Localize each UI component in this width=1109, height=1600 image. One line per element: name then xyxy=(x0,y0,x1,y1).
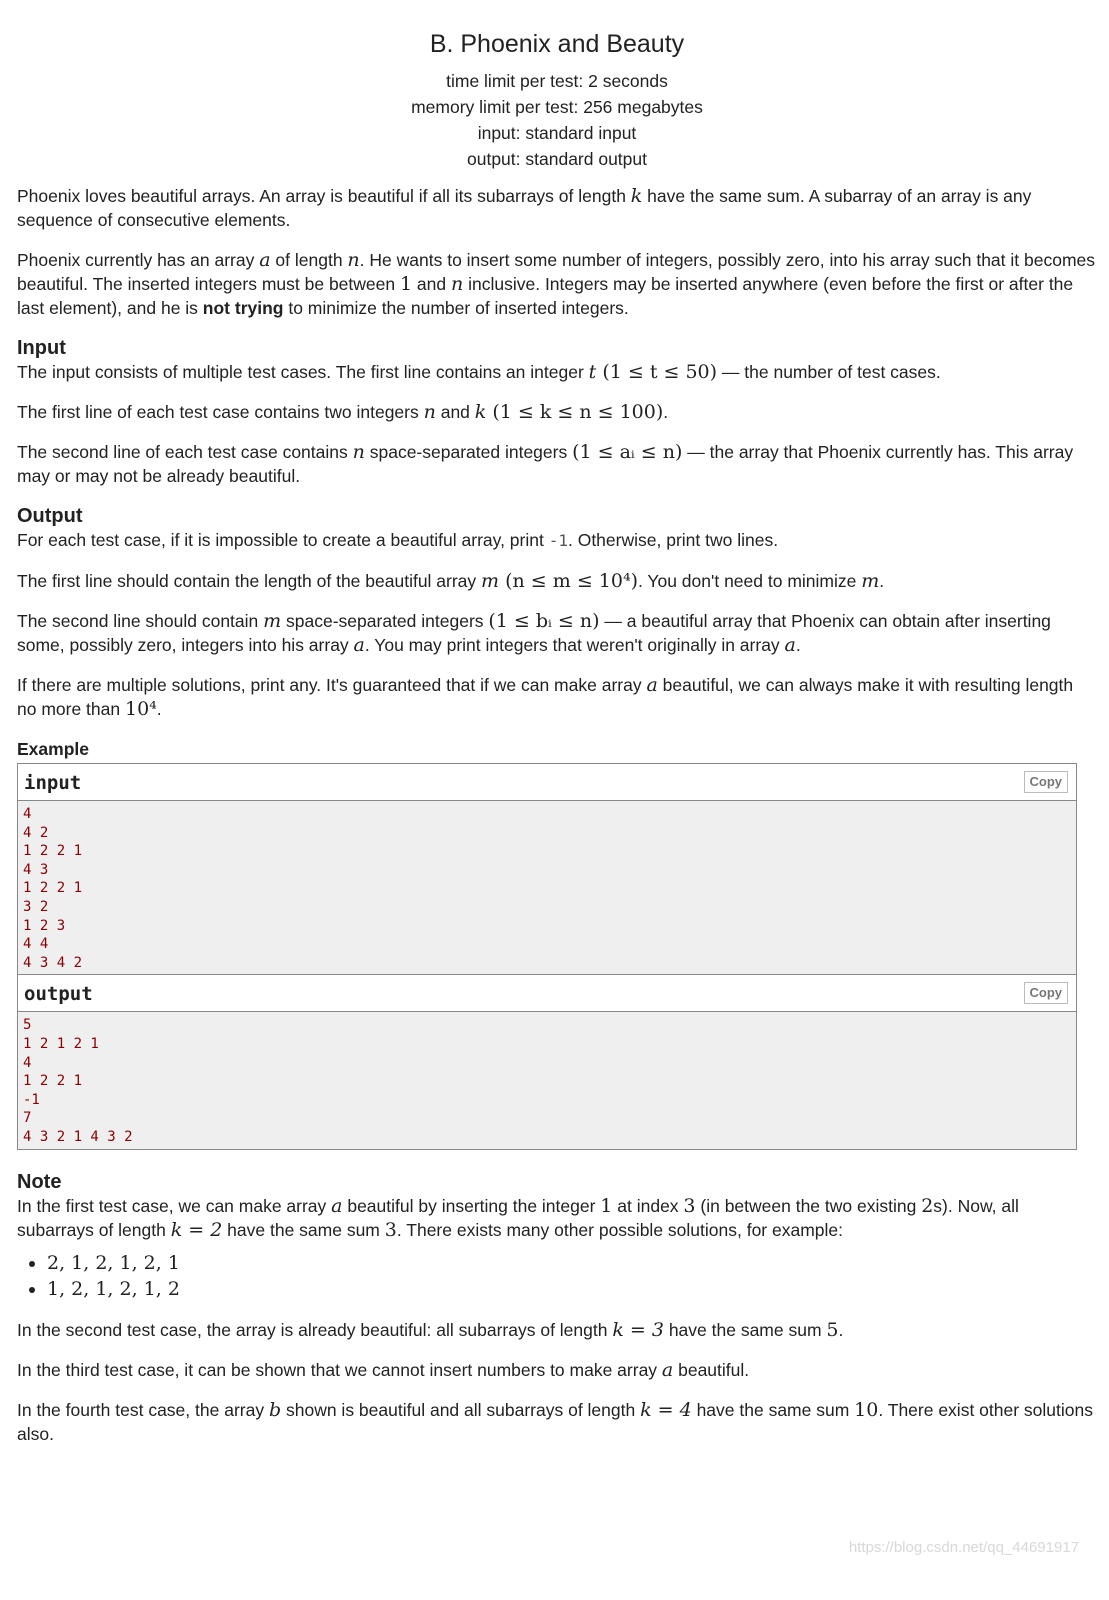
note-paragraph-4: In the fourth test case, the array b shown is beautiful and all subarrays of length k = 4 have the same sum 10. There exist other solutions also. xyxy=(17,1398,1093,1444)
example-output-content xyxy=(18,1012,1076,1148)
input-line: 4 4 xyxy=(23,936,49,953)
legend-paragraph-2: Phoenix currently has an array a of length n. He wants to insert some number of integers, possibly zero, into his array such that it becomes beautiful. The inserted integers must be between 1 and n inclusive. Integers may be inserted anywhere (even before the first or after the last element), and he is not trying to minimize the number of inserted integers. xyxy=(17,249,1096,318)
note-paragraph-2: In the second test case, the array is already beautiful: all subarrays of length k = 3 have the same sum 5. xyxy=(17,1318,844,1341)
output-line: 1 2 1 2 1 xyxy=(23,1035,99,1052)
solutions-list xyxy=(17,1250,1097,1302)
example-input-header xyxy=(18,764,1076,801)
input-paragraph-1: The input consists of multiple test cases. The first line contains an integer t (1 ≤ t ≤ 50) — the number of test cases. xyxy=(17,361,941,383)
copy-output-button[interactable]: Copy xyxy=(1024,982,1069,1004)
note-title: Note xyxy=(17,1170,62,1193)
input-line: 1 2 3 xyxy=(23,917,66,934)
example-output-label: output xyxy=(24,983,93,1006)
output-line: 4 xyxy=(23,1054,32,1071)
output-specification xyxy=(17,504,1097,721)
input-line: 4 xyxy=(23,806,32,822)
output-line: 5 xyxy=(23,1017,32,1034)
output-title: Output xyxy=(17,505,83,527)
input-line: 4 2 xyxy=(23,824,49,841)
input-line: 4 3 xyxy=(23,861,49,878)
output-paragraph-3: The second line should contain m space-separated integers (1 ≤ bᵢ ≤ n) — a beautiful array that Phoenix can obtain after inserting some, possibly zero, integers into his array a. You may print integers that weren't originally in array a. xyxy=(17,610,1051,656)
note-paragraph-1: In the first test case, we can make array a beautiful by inserting the integer 1 at index 3 (in between the two existing 2s). Now, all subarrays of length k = 2 have the same sum 3. There exists many other possible solutions, for example: xyxy=(17,1194,1019,1241)
problem-statement xyxy=(17,28,1097,1462)
input-line: 1 2 2 1 xyxy=(23,880,83,897)
output-line: 4 3 2 1 4 3 2 xyxy=(23,1128,133,1145)
input-line: 1 2 2 1 xyxy=(23,843,83,860)
note-section xyxy=(17,1170,1097,1446)
output-paragraph-2: The first line should contain the length of the beautiful array m (n ≤ m ≤ 10⁴). You don't need to minimize m. xyxy=(17,570,885,592)
example-input-label: input xyxy=(24,772,82,794)
input-file: input: standard input xyxy=(477,123,637,143)
input-line: 4 3 4 2 xyxy=(23,954,83,971)
memory-limit: memory limit per test: 256 megabytes xyxy=(411,97,703,117)
input-title: Input xyxy=(17,337,66,359)
output-paragraph-4: If there are multiple solutions, print any. It's guaranteed that if we can make array a beautiful, we can always make it with resulting length no more than 10⁴. xyxy=(17,674,1074,720)
output-line: -1 xyxy=(23,1091,40,1108)
input-paragraph-2: The first line of each test case contains two integers n and k (1 ≤ k ≤ n ≤ 100). xyxy=(17,401,669,423)
example-title: Example xyxy=(17,739,89,759)
output-line: 7 xyxy=(23,1110,32,1127)
problem-title: B. Phoenix and Beauty xyxy=(429,30,685,58)
note-paragraph-3: In the third test case, it can be shown that we cannot insert numbers to make array a beautiful. xyxy=(17,1358,750,1381)
legend-paragraph-1: Phoenix loves beautiful arrays. An array is beautiful if all its subarrays of length k have the same sum. A subarray of an array is any sequence of consecutive elements. xyxy=(17,185,1032,230)
example-input-box xyxy=(17,763,1077,975)
copy-input-button[interactable]: Copy xyxy=(1024,771,1069,793)
watermark: https://blog.csdn.net/qq_44691917 xyxy=(848,1539,1079,1556)
solution-item: • 1, 2, 1, 2, 1, 2 xyxy=(47,1276,1097,1302)
example-input-content xyxy=(18,801,1076,974)
problem-header xyxy=(17,28,1097,172)
input-paragraph-3: The second line of each test case contains n space-separated integers (1 ≤ aᵢ ≤ n) — the array that Phoenix currently has. This array may or may not be already beautiful. xyxy=(17,441,1074,486)
input-line: 3 2 xyxy=(23,898,49,915)
output-paragraph-1: For each test case, if it is impossible to create a beautiful array, print -1. Otherwise, print two lines. xyxy=(17,530,779,550)
example-output-header xyxy=(18,975,1076,1012)
example-output-box xyxy=(17,975,1077,1149)
input-specification xyxy=(17,336,1097,488)
output-file: output: standard output xyxy=(467,149,647,169)
time-limit: time limit per test: 2 seconds xyxy=(446,71,668,91)
solution-item: • 2, 1, 2, 1, 2, 1 xyxy=(47,1250,1097,1276)
output-line: 1 2 2 1 xyxy=(23,1073,83,1090)
